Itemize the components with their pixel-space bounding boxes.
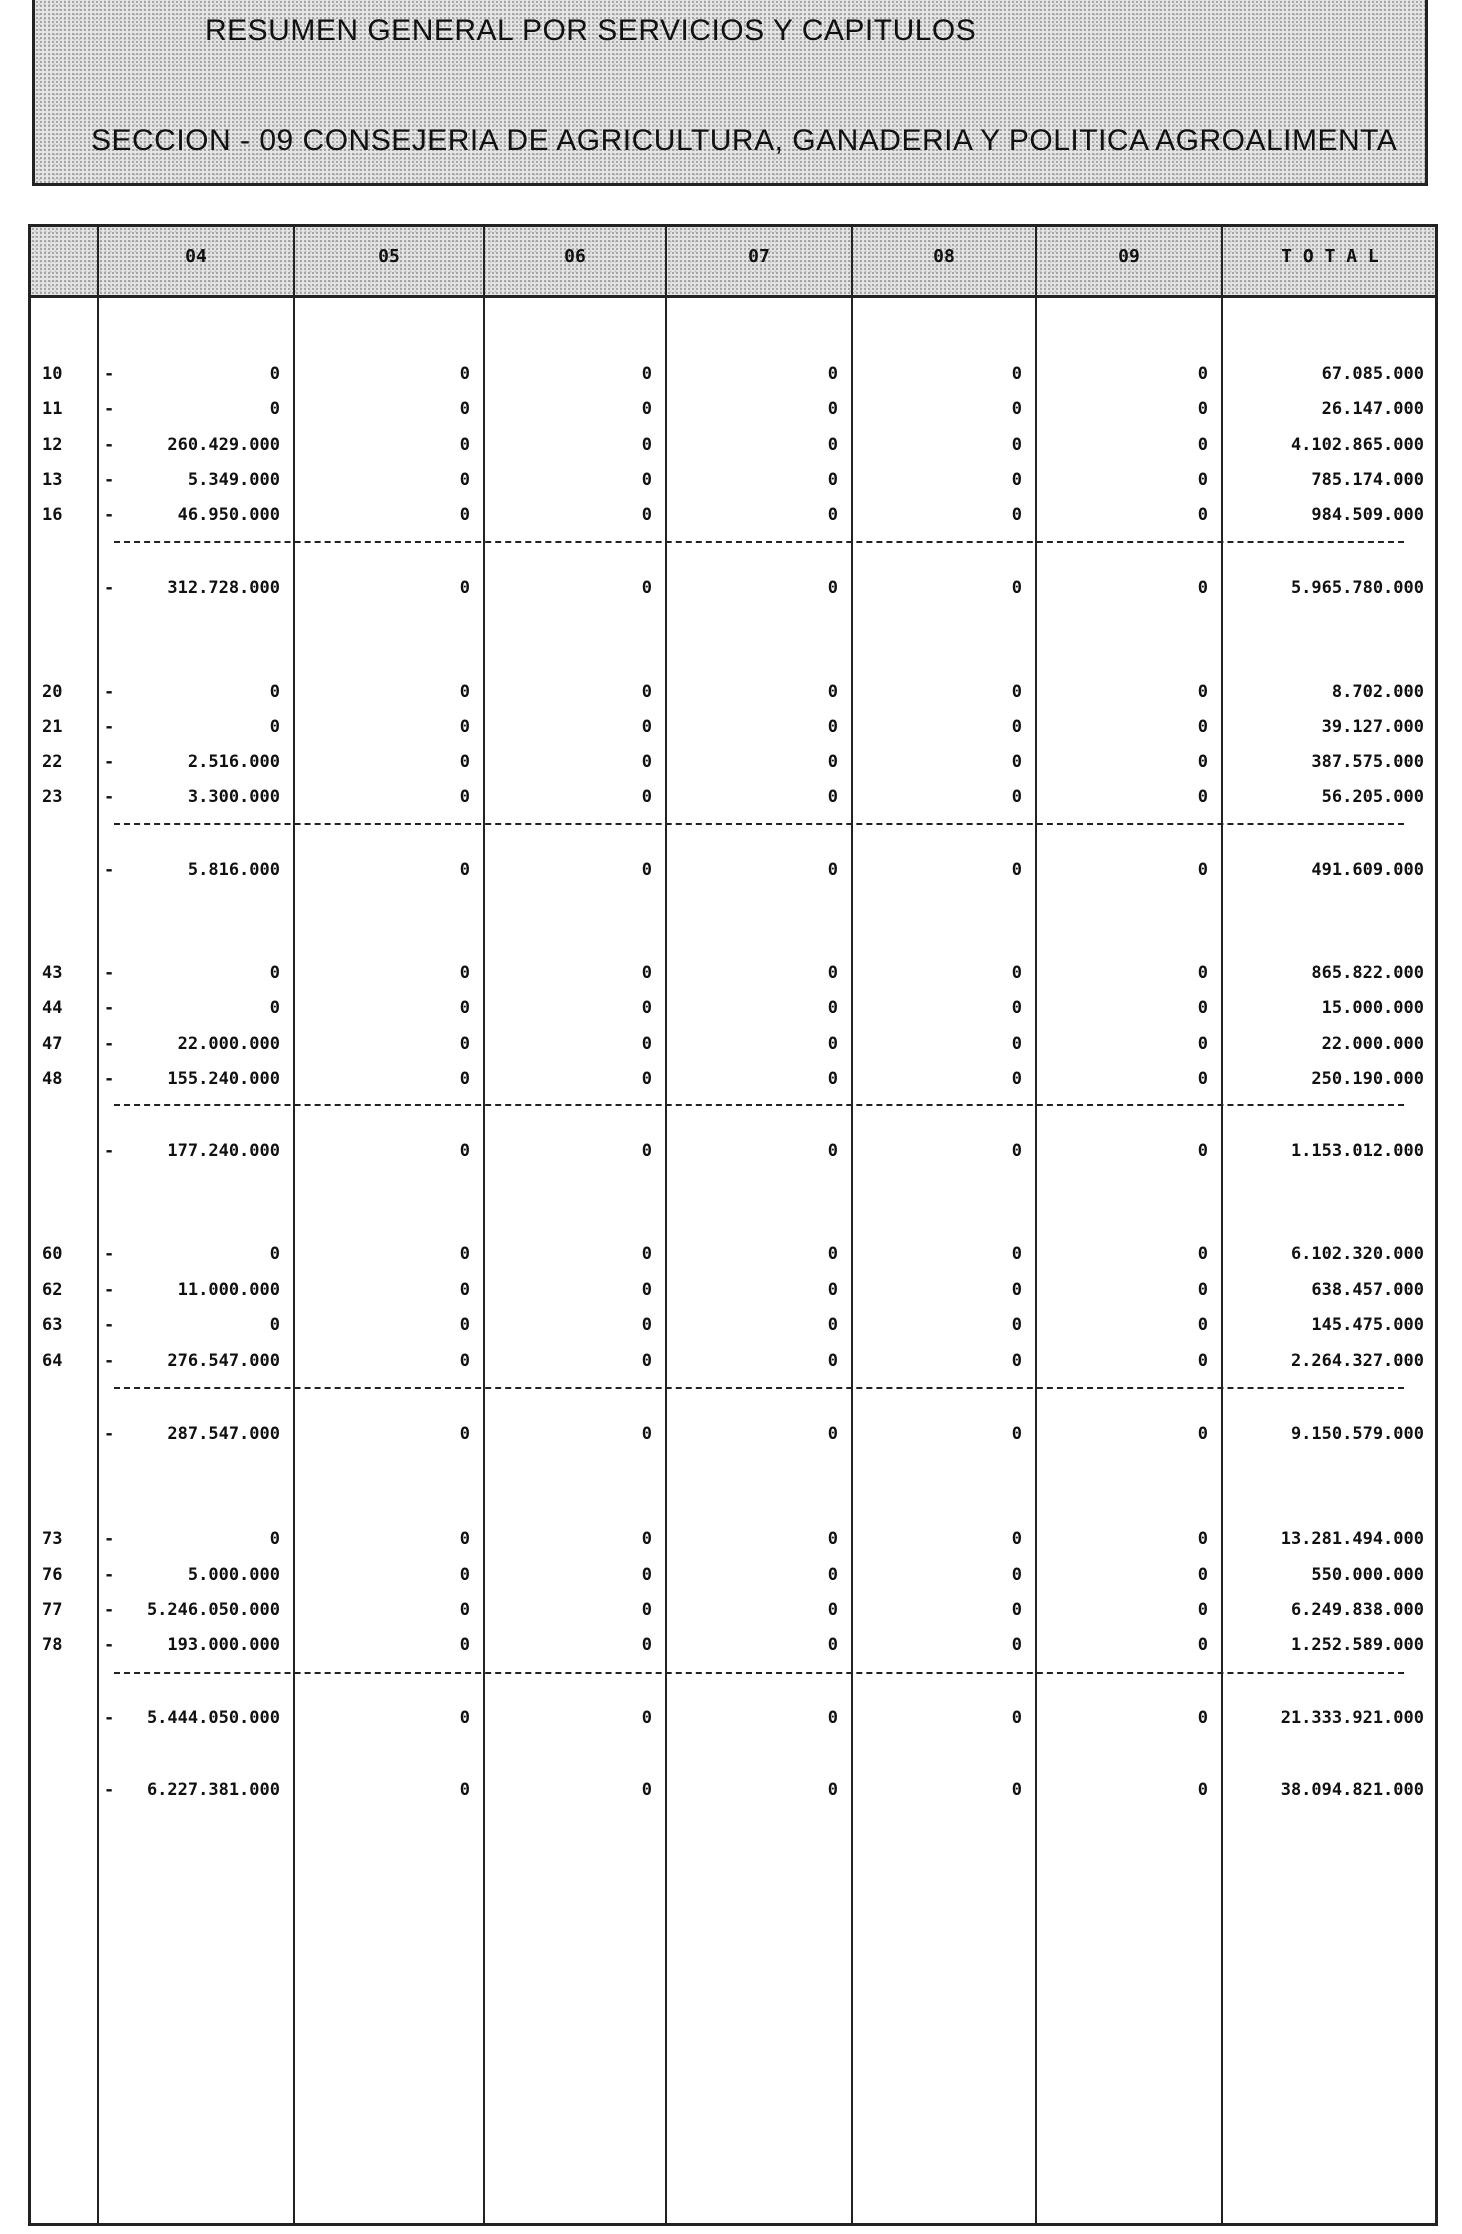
row-dash: -	[104, 787, 115, 807]
table-cell: 0	[1197, 1244, 1208, 1264]
table-cell: 2.264.327.000	[1290, 1351, 1424, 1371]
table-cell: 0	[269, 1529, 280, 1549]
table-cell: 0	[641, 399, 652, 419]
row-dash: -	[104, 998, 115, 1018]
table-cell: 0	[459, 1141, 470, 1161]
table-cell: 13.281.494.000	[1280, 1529, 1424, 1549]
table-cell: 260.429.000	[167, 435, 280, 455]
table-cell: 0	[459, 998, 470, 1018]
row-dash: -	[104, 505, 115, 525]
row-dash: -	[104, 1034, 115, 1054]
table-cell: 67.085.000	[1321, 364, 1424, 384]
row-label: 76	[42, 1565, 63, 1585]
table-cell: 0	[827, 364, 838, 384]
table-cell: 0	[1197, 1708, 1208, 1728]
table-cell: 0	[459, 1244, 470, 1264]
row-dash: -	[104, 470, 115, 490]
table-cell: 0	[641, 1635, 652, 1655]
row-dash: -	[104, 682, 115, 702]
table-cell: 0	[1197, 435, 1208, 455]
table-cell: 0	[827, 1069, 838, 1089]
table-cell: 0	[1197, 1424, 1208, 1444]
table-cell: 6.249.838.000	[1290, 1600, 1424, 1620]
table-cell: 0	[1197, 963, 1208, 983]
table-cell: 0	[1011, 787, 1022, 807]
table-cell: 0	[827, 998, 838, 1018]
table-cell: 0	[827, 1780, 838, 1800]
table-cell: 0	[459, 787, 470, 807]
table-cell: 0	[641, 1424, 652, 1444]
table-cell: 0	[641, 364, 652, 384]
table-cell: 0	[827, 963, 838, 983]
table-cell: 638.457.000	[1311, 1280, 1424, 1300]
table-cell: 0	[269, 963, 280, 983]
table-cell: 0	[641, 505, 652, 525]
row-label: 63	[42, 1315, 63, 1335]
table-cell: 0	[827, 505, 838, 525]
table-cell: 9.150.579.000	[1290, 1424, 1424, 1444]
table-cell: 0	[641, 1069, 652, 1089]
table-cell: 5.816.000	[187, 860, 280, 880]
row-dash: -	[104, 1565, 115, 1585]
table-cell: 39.127.000	[1321, 717, 1424, 737]
table-cell: 0	[1011, 1529, 1022, 1549]
table-cell: 0	[827, 860, 838, 880]
table-cell: 0	[1197, 1069, 1208, 1089]
table-cell: 0	[1011, 505, 1022, 525]
row-dash: -	[104, 1780, 115, 1800]
column-header: 05	[378, 246, 400, 267]
table-cell: 0	[827, 1529, 838, 1549]
table-cell: 3.300.000	[187, 787, 280, 807]
row-dash: -	[104, 435, 115, 455]
row-label: 47	[42, 1034, 63, 1054]
table-cell: 491.609.000	[1311, 860, 1424, 880]
table-cell: 0	[827, 1034, 838, 1054]
table-cell: 0	[827, 752, 838, 772]
table-cell: 0	[827, 787, 838, 807]
table-cell: 0	[641, 1708, 652, 1728]
table-cell: 0	[459, 963, 470, 983]
table-cell: 0	[827, 1565, 838, 1585]
table-cell: 250.190.000	[1311, 1069, 1424, 1089]
row-dash: -	[104, 963, 115, 983]
table-cell: 0	[459, 682, 470, 702]
table-cell: 0	[1197, 752, 1208, 772]
table-cell: 0	[641, 860, 652, 880]
section-title: SECCION - 09 CONSEJERIA DE AGRICULTURA, GANADERIA Y POLITICA AGROALIMENTA	[91, 124, 1398, 157]
table-cell: 0	[1011, 1034, 1022, 1054]
table-cell: 22.000.000	[1321, 1034, 1424, 1054]
table-cell: 0	[641, 752, 652, 772]
table-cell: 0	[1011, 860, 1022, 880]
table-cell: 22.000.000	[177, 1034, 280, 1054]
table-cell: 0	[459, 1315, 470, 1335]
table-cell: 0	[1197, 364, 1208, 384]
table-cell: 5.444.050.000	[146, 1708, 280, 1728]
table-cell: 550.000.000	[1311, 1565, 1424, 1585]
table-cell: 0	[1197, 787, 1208, 807]
row-dash: -	[104, 1708, 115, 1728]
table-cell: 8.702.000	[1331, 682, 1424, 702]
table-cell: 0	[269, 998, 280, 1018]
column-header: 09	[1118, 246, 1140, 267]
table-cell: 6.102.320.000	[1290, 1244, 1424, 1264]
table-cell: 1.252.589.000	[1290, 1635, 1424, 1655]
subtotal-separator	[114, 823, 1404, 825]
table-cell: 0	[1197, 505, 1208, 525]
table-cell: 0	[1011, 1141, 1022, 1161]
table-cell: 276.547.000	[167, 1351, 280, 1371]
table-cell: 0	[827, 1280, 838, 1300]
table-cell: 0	[459, 1635, 470, 1655]
table-cell: 0	[1197, 578, 1208, 598]
row-label: 23	[42, 787, 63, 807]
row-dash: -	[104, 1244, 115, 1264]
table-cell: 0	[459, 1280, 470, 1300]
row-label: 64	[42, 1351, 63, 1371]
table-cell: 0	[459, 578, 470, 598]
table-cell: 0	[459, 470, 470, 490]
table-cell: 0	[459, 399, 470, 419]
report-title: RESUMEN GENERAL POR SERVICIOS Y CAPITULOS	[205, 14, 977, 47]
table-cell: 312.728.000	[167, 578, 280, 598]
table-cell: 0	[1011, 1351, 1022, 1371]
table-cell: 0	[1197, 1780, 1208, 1800]
table-cell: 0	[459, 717, 470, 737]
table-cell: 0	[459, 752, 470, 772]
row-label: 73	[42, 1529, 63, 1549]
row-label: 21	[42, 717, 63, 737]
table-cell: 0	[459, 1565, 470, 1585]
table-cell: 0	[641, 1034, 652, 1054]
table-cell: 0	[459, 1600, 470, 1620]
table-cell: 5.246.050.000	[146, 1600, 280, 1620]
row-label: 22	[42, 752, 63, 772]
table-cell: 0	[1197, 1141, 1208, 1161]
table-cell: 0	[1011, 1565, 1022, 1585]
row-dash: -	[104, 399, 115, 419]
table-cell: 0	[1197, 682, 1208, 702]
row-dash: -	[104, 1529, 115, 1549]
subtotal-separator	[114, 1104, 1404, 1106]
table-cell: 0	[1011, 1635, 1022, 1655]
table-cell: 193.000.000	[167, 1635, 280, 1655]
table-cell: 0	[641, 1315, 652, 1335]
table-cell: 0	[269, 364, 280, 384]
table-cell: 0	[1197, 1315, 1208, 1335]
table-cell: 21.333.921.000	[1280, 1708, 1424, 1728]
column-header: 04	[185, 246, 207, 267]
row-dash: -	[104, 1351, 115, 1371]
table-cell: 0	[827, 1708, 838, 1728]
table-cell: 0	[827, 1424, 838, 1444]
table-cell: 785.174.000	[1311, 470, 1424, 490]
table-cell: 0	[1011, 682, 1022, 702]
row-label: 10	[42, 364, 63, 384]
table-cell: 0	[827, 578, 838, 598]
table-cell: 0	[641, 1565, 652, 1585]
table-cell: 0	[827, 1600, 838, 1620]
row-label: 13	[42, 470, 63, 490]
table-cell: 4.102.865.000	[1290, 435, 1424, 455]
row-label: 60	[42, 1244, 63, 1264]
table-cell: 0	[641, 1280, 652, 1300]
row-label: 11	[42, 399, 63, 419]
table-cell: 5.349.000	[187, 470, 280, 490]
table-cell: 0	[641, 1600, 652, 1620]
row-dash: -	[104, 752, 115, 772]
table-cell: 0	[1197, 717, 1208, 737]
table-cell: 0	[1197, 470, 1208, 490]
subtotal-separator	[114, 1387, 1404, 1389]
table-cell: 0	[827, 682, 838, 702]
table-cell: 0	[641, 682, 652, 702]
row-dash: -	[104, 364, 115, 384]
table-cell: 0	[827, 717, 838, 737]
table-cell: 0	[827, 1635, 838, 1655]
table-cell: 0	[1197, 1600, 1208, 1620]
table-cell: 0	[459, 860, 470, 880]
table-cell: 0	[459, 1069, 470, 1089]
table-cell: 387.575.000	[1311, 752, 1424, 772]
row-label: 77	[42, 1600, 63, 1620]
table-cell: 0	[1011, 963, 1022, 983]
table-cell: 0	[459, 435, 470, 455]
table-cell: 0	[827, 1315, 838, 1335]
row-dash: -	[104, 1424, 115, 1444]
row-label: 62	[42, 1280, 63, 1300]
table-cell: 6.227.381.000	[146, 1780, 280, 1800]
table-cell: 0	[1011, 717, 1022, 737]
table-cell: 0	[827, 1244, 838, 1264]
table-cell: 2.516.000	[187, 752, 280, 772]
table-cell: 0	[459, 1351, 470, 1371]
table-cell: 0	[1011, 435, 1022, 455]
table-cell: 0	[269, 682, 280, 702]
table-cell: 0	[1197, 998, 1208, 1018]
table-cell: 56.205.000	[1321, 787, 1424, 807]
table-cell: 0	[459, 1424, 470, 1444]
table-cell: 0	[1011, 752, 1022, 772]
row-label: 16	[42, 505, 63, 525]
table-cell: 0	[1197, 399, 1208, 419]
row-dash: -	[104, 717, 115, 737]
table-cell: 0	[1197, 1635, 1208, 1655]
table-cell: 11.000.000	[177, 1280, 280, 1300]
row-label: 20	[42, 682, 63, 702]
table-cell: 0	[641, 717, 652, 737]
table-cell: 0	[1011, 1780, 1022, 1800]
table-cell: 0	[1011, 1244, 1022, 1264]
table-cell: 155.240.000	[167, 1069, 280, 1089]
table-cell: 0	[1011, 364, 1022, 384]
row-label: 43	[42, 963, 63, 983]
table-cell: 0	[1197, 860, 1208, 880]
table-cell: 1.153.012.000	[1290, 1141, 1424, 1161]
table-cell: 145.475.000	[1311, 1315, 1424, 1335]
table-cell: 0	[641, 578, 652, 598]
table-cell: 984.509.000	[1311, 505, 1424, 525]
table-cell: 0	[1011, 1315, 1022, 1335]
table-cell: 0	[1197, 1529, 1208, 1549]
header-box	[32, 0, 1428, 186]
table-cell: 0	[1197, 1034, 1208, 1054]
table-cell: 5.965.780.000	[1290, 578, 1424, 598]
table-cell: 0	[459, 364, 470, 384]
table-cell: 0	[1011, 998, 1022, 1018]
table-cell: 0	[269, 717, 280, 737]
table-cell: 0	[269, 1315, 280, 1335]
table-cell: 0	[1011, 470, 1022, 490]
table-cell: 0	[459, 1529, 470, 1549]
table-cell: 15.000.000	[1321, 998, 1424, 1018]
table-cell: 0	[459, 1034, 470, 1054]
column-header: 08	[933, 246, 955, 267]
table-cell: 0	[827, 435, 838, 455]
table-cell: 0	[459, 1708, 470, 1728]
table-cell: 0	[827, 470, 838, 490]
row-label: 78	[42, 1635, 63, 1655]
table-cell: 0	[641, 470, 652, 490]
table-cell: 0	[1011, 578, 1022, 598]
table-cell: 177.240.000	[167, 1141, 280, 1161]
table-cell: 26.147.000	[1321, 399, 1424, 419]
row-dash: -	[104, 578, 115, 598]
table-cell: 0	[459, 505, 470, 525]
table-cell: 0	[641, 998, 652, 1018]
table-cell: 0	[1011, 1424, 1022, 1444]
table-cell: 0	[1197, 1351, 1208, 1371]
table-cell: 0	[269, 399, 280, 419]
subtotal-separator	[114, 1672, 1404, 1674]
table-cell: 0	[1197, 1565, 1208, 1585]
row-dash: -	[104, 1600, 115, 1620]
table-cell: 0	[1011, 1280, 1022, 1300]
row-dash: -	[104, 1141, 115, 1161]
table-cell: 0	[269, 1244, 280, 1264]
row-dash: -	[104, 1635, 115, 1655]
table-cell: 0	[641, 1780, 652, 1800]
table-cell: 0	[827, 1351, 838, 1371]
table-cell: 0	[641, 435, 652, 455]
table-cell: 0	[641, 963, 652, 983]
table-cell: 0	[641, 1244, 652, 1264]
column-header: 07	[748, 246, 770, 267]
row-label: 48	[42, 1069, 63, 1089]
row-dash: -	[104, 1315, 115, 1335]
subtotal-separator	[114, 541, 1404, 543]
column-header: 06	[564, 246, 586, 267]
table-cell: 0	[827, 1141, 838, 1161]
table-cell: 5.000.000	[187, 1565, 280, 1585]
row-label: 44	[42, 998, 63, 1018]
table-cell: 287.547.000	[167, 1424, 280, 1444]
table-cell: 0	[641, 787, 652, 807]
table-cell: 0	[827, 399, 838, 419]
table-cell: 0	[1011, 1708, 1022, 1728]
table-cell: 0	[1011, 1600, 1022, 1620]
table-cell: 0	[459, 1780, 470, 1800]
table-cell: 0	[641, 1351, 652, 1371]
column-header: T O T A L	[1281, 246, 1379, 267]
row-label: 12	[42, 435, 63, 455]
table-cell: 0	[1011, 399, 1022, 419]
table-cell: 0	[641, 1529, 652, 1549]
row-dash: -	[104, 1280, 115, 1300]
table-cell: 865.822.000	[1311, 963, 1424, 983]
row-dash: -	[104, 1069, 115, 1089]
table-cell: 0	[1011, 1069, 1022, 1089]
table-cell: 0	[641, 1141, 652, 1161]
table-cell: 0	[1197, 1280, 1208, 1300]
table-cell: 38.094.821.000	[1280, 1780, 1424, 1800]
table-cell: 46.950.000	[177, 505, 280, 525]
row-dash: -	[104, 860, 115, 880]
